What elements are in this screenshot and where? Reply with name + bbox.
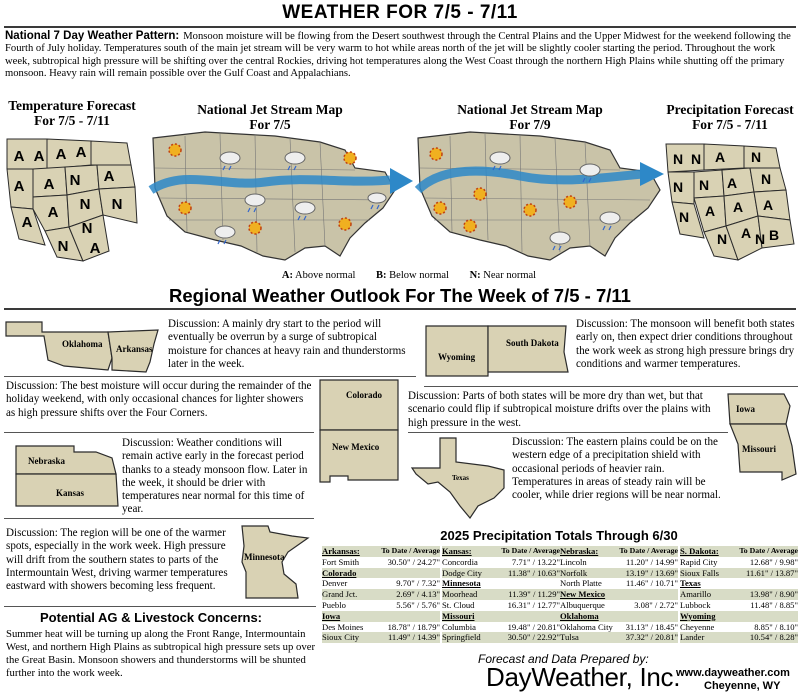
kansas-label: Kansas	[56, 488, 85, 498]
precip-city-value: 11.20" / 14.99"	[625, 556, 678, 567]
precip-city-row	[680, 589, 798, 600]
precipitation-forecast-map	[664, 140, 798, 266]
precip-city-row	[442, 632, 560, 643]
precip-city-row	[442, 622, 560, 633]
precip-forecast-region-11-letter: A	[732, 199, 744, 215]
weather-pattern-text: Monsoon moisture will be flowing from the Desert southwest through the Central Plains and the Upper Midwest for the weekend following the Fourth of July holiday. Temperatures south of the main jet stream will be very warm to hot while areas north of the jet will be slightly cooler starting the period. Throughout the work week, subtropical high pressure will be shifting over the central Rockies, driving hot temperatures along the West Coast through the northern High Plains while shutting off the primary monsoon. Heavy rain will remain possible over the Gulf Coast and Appalachians.	[5, 31, 791, 80]
temp-forecast-region-14-letter: N	[57, 238, 69, 255]
legend-below-text: Below normal	[386, 270, 449, 281]
precip-city-value: 3.08" / 2.72"	[634, 599, 678, 610]
jet-stream-7-5-title-line2: For 7/5	[249, 117, 291, 132]
precip-forecast-region-4-letter: N	[750, 149, 762, 165]
legend-above-key: A:	[281, 270, 294, 281]
temp-forecast-region-1-letter: A	[13, 148, 25, 165]
prepared-by-label: Forecast and Data Prepared by:	[478, 652, 649, 666]
temp-forecast-region-3-letter: A	[55, 146, 67, 163]
precip-city-row	[442, 568, 560, 579]
texas-map	[410, 436, 510, 520]
texas-discussion: Discussion: The eastern plains could be on the western edge of a precipitation shield with occasional periods of heavier rain. Temperatures in areas of steady rain will be cooler, while drier regions will be near normal.	[512, 436, 721, 502]
precip-city-name: Concordia	[442, 556, 478, 567]
precip-state-name: Colorado	[322, 567, 357, 578]
precip-state-name: S. Dakota:	[680, 546, 719, 556]
precip-city-row	[680, 632, 798, 643]
precip-city-name: Amarillo	[680, 589, 712, 600]
precip-city-name: Oklahoma City	[560, 621, 613, 632]
sun-icon	[564, 196, 576, 208]
precip-city-value: 9.70" / 7.32"	[396, 578, 440, 589]
precip-state-name: New Mexico	[560, 589, 606, 600]
precip-city-row	[680, 622, 798, 633]
temperature-forecast-map	[5, 135, 145, 265]
temperature-forecast-title	[2, 98, 142, 128]
precip-forecast-region-1-letter: N	[672, 151, 684, 167]
precip-state-row	[560, 589, 678, 600]
minnesota-shape	[242, 526, 308, 598]
south-dakota-label: South Dakota	[506, 338, 559, 348]
precip-city-name: Grand Jct.	[322, 589, 358, 600]
regional-rule	[4, 308, 796, 310]
precip-state-name: Missouri	[442, 610, 475, 621]
precip-city-name: Sioux City	[322, 632, 360, 643]
temp-forecast-region-4-letter: A	[75, 144, 87, 161]
precip-city-value: 30.50" / 22.92"	[507, 632, 560, 643]
ag-livestock-text: Summer heat will be turning up along the Front Range, Intermountain West, and northern High Plains as subtropical high pressure sets up over the Great Basin. Monsoon showers and thunderstorms will be shunted further into the work week.	[6, 628, 316, 679]
precip-city-name: North Platte	[560, 578, 602, 589]
precip-column-header: To Date / Average	[739, 546, 798, 555]
sun-icon	[430, 148, 442, 160]
precip-city-row	[442, 589, 560, 600]
precip-state-row	[680, 578, 798, 589]
precip-column	[442, 546, 560, 643]
nebraska-kansas-discussion: Discussion: Weather conditions will remain active early in the forecast period thanks to a steady monsoon flow. Later in the week, it should be drier with temperatures near normal for this time of year.	[122, 437, 308, 516]
precip-forecast-region-13-letter: N	[716, 231, 728, 247]
colorado-shape	[320, 380, 398, 430]
precip-forecast-region-16-letter: B	[768, 227, 780, 243]
precip-column	[680, 546, 798, 643]
sun-icon	[169, 144, 181, 156]
precip-state-row	[322, 568, 440, 579]
temp-forecast-region-15-letter: A	[89, 240, 101, 257]
precipitation-totals-title: 2025 Precipitation Totals Through 6/30	[440, 528, 678, 543]
colorado-new-mexico-map	[318, 378, 404, 486]
jet-stream-map-7-5	[145, 128, 415, 268]
precip-column	[322, 546, 440, 643]
precip-column	[560, 546, 678, 643]
precip-city-name: Tulsa	[560, 632, 579, 643]
sun-icon	[339, 218, 351, 230]
precip-city-row	[560, 557, 678, 568]
precip-city-row	[680, 600, 798, 611]
precip-forecast-region-8-letter: N	[760, 171, 772, 187]
legend-near-key: N:	[469, 270, 481, 281]
arkansas-label: Arkansas	[116, 344, 153, 354]
precip-city-name: Lincoln	[560, 556, 587, 567]
precip-state-row	[560, 546, 678, 557]
precip-city-value: 16.31" / 12.77"	[507, 599, 560, 610]
precip-city-row	[560, 578, 678, 589]
precip-city-row	[442, 557, 560, 568]
divider	[424, 386, 798, 387]
precip-city-name: Norfolk	[560, 567, 588, 578]
precip-city-name: Rapid City	[680, 556, 718, 567]
precip-city-row	[680, 557, 798, 568]
precip-city-name: Albuquerque	[560, 599, 605, 610]
texas-label: Texas	[452, 474, 469, 482]
legend-above-text: Above normal	[293, 270, 356, 281]
precip-forecast-region-7-letter: A	[726, 175, 738, 191]
precip-city-value: 11.61" / 13.87"	[745, 567, 798, 578]
weather-pattern-label: National 7 Day Weather Pattern:	[5, 30, 180, 42]
new-mexico-shape	[320, 430, 398, 482]
precip-forecast-region-12-letter: A	[762, 197, 774, 213]
precip-city-value: 30.50" / 24.27"	[387, 556, 440, 567]
precip-forecast-region-6-letter: N	[698, 177, 710, 193]
temp-forecast-region-12-letter: N	[111, 196, 123, 213]
wyoming-south-dakota-map	[424, 322, 574, 378]
precip-state-row	[680, 546, 798, 557]
temp-forecast-region-8-letter: A	[103, 168, 115, 185]
precip-city-value: 8.85" / 8.10"	[754, 621, 798, 632]
precip-city-name: Columbia	[442, 621, 476, 632]
temp-forecast-region-10-letter: A	[47, 204, 59, 221]
precip-column-header: To Date / Average	[619, 546, 678, 555]
precip-city-value: 37.32" / 20.81"	[625, 632, 678, 643]
iowa-missouri-map	[726, 390, 798, 484]
missouri-label: Missouri	[742, 444, 777, 454]
precipitation-forecast-title-line2: For 7/5 - 7/11	[692, 117, 768, 132]
temp-forecast-region-5-letter: A	[13, 178, 25, 195]
nebraska-kansas-map	[14, 444, 120, 508]
temp-forecast-region-6-letter: A	[43, 176, 55, 193]
precip-state-name: Wyoming	[680, 610, 716, 621]
precip-column-header: To Date / Average	[501, 546, 560, 555]
website-link[interactable]: www.dayweather.com	[676, 667, 790, 679]
sun-icon	[434, 202, 446, 214]
wyoming-shape	[426, 326, 488, 376]
precip-city-name: St. Cloud	[442, 599, 475, 610]
wyoming-south-dakota-discussion: Discussion: The monsoon will benefit both states early on, then expect drier conditions throughout the work week as strong high pressure brings dry conditions and warmer temperatures.	[576, 318, 795, 370]
precip-city-row	[322, 600, 440, 611]
precip-state-row	[442, 546, 560, 557]
legend-near-text: Near normal	[480, 270, 537, 281]
temp-forecast-region-13-letter: N	[81, 220, 93, 237]
title-rule	[4, 26, 796, 28]
temperature-forecast-title-line1: Temperature Forecast	[8, 98, 136, 113]
jet-stream-7-9-title-line2: For 7/9	[509, 117, 551, 132]
precip-city-value: 13.19" / 13.69"	[625, 567, 678, 578]
precip-forecast-region-3-letter: A	[714, 149, 726, 165]
precip-city-value: 12.68" / 9.98"	[749, 556, 798, 567]
precip-city-value: 5.56" / 5.76"	[396, 599, 440, 610]
divider	[4, 606, 316, 607]
precip-city-row	[322, 557, 440, 568]
precip-city-name: Springfield	[442, 632, 481, 643]
precip-state-name: Iowa	[322, 610, 341, 621]
map-legend	[0, 270, 800, 281]
precip-city-name: Sioux Falls	[680, 567, 719, 578]
precip-state-name: Minnesota	[442, 578, 481, 589]
precipitation-forecast-title	[660, 102, 800, 132]
precip-state-row	[442, 578, 560, 589]
oklahoma-arkansas-discussion: Discussion: A mainly dry start to the period will eventually be overrun by a surge of subtropical moisture for chances at heavy rain and thunderstorms later in the week.	[168, 318, 406, 370]
precip-state-row	[322, 546, 440, 557]
precip-forecast-region-15-letter: N	[754, 231, 766, 247]
precip-city-value: 11.46" / 10.71"	[625, 578, 678, 589]
precip-city-name: Des Moines	[322, 621, 364, 632]
sun-icon	[179, 202, 191, 214]
sun-icon	[249, 222, 261, 234]
precip-forecast-region-5-letter: N	[672, 179, 684, 195]
minnesota-map	[238, 522, 316, 600]
precip-city-value: 10.54" / 8.28"	[749, 632, 798, 643]
precip-city-name: Lander	[680, 632, 705, 643]
precip-city-row	[322, 589, 440, 600]
temp-forecast-region-7-letter: N	[69, 172, 81, 189]
precip-state-row	[442, 611, 560, 622]
precip-city-value: 11.38" / 10.63"	[507, 567, 560, 578]
temperature-forecast-title-line2: For 7/5 - 7/11	[34, 113, 110, 128]
oklahoma-label: Oklahoma	[62, 339, 103, 349]
divider	[4, 432, 314, 433]
precip-state-row	[322, 611, 440, 622]
regional-outlook-title: Regional Weather Outlook For The Week of 7/5 - 7/11	[169, 285, 631, 306]
company-logo-text: DayWeather, Inc.	[486, 662, 681, 692]
precip-city-name: Fort Smith	[322, 556, 360, 567]
precip-city-value: 11.48" / 8.85"	[750, 599, 798, 610]
divider	[408, 432, 728, 433]
new-mexico-label: New Mexico	[332, 442, 380, 452]
minnesota-label: Minnesota	[244, 552, 285, 562]
precip-city-value: 11.39" / 11.29"	[508, 589, 560, 600]
iowa-label: Iowa	[736, 404, 756, 414]
weather-pattern-summary	[5, 30, 797, 81]
precip-city-name: Moorhead	[442, 589, 478, 600]
precip-state-name: Kansas:	[442, 546, 472, 556]
jet-stream-map-7-9	[410, 128, 670, 268]
precip-city-name: Lubbock	[680, 599, 711, 610]
precip-city-name: Cheyenne	[680, 621, 715, 632]
precip-state-row	[560, 611, 678, 622]
legend-below-key: B:	[376, 270, 387, 281]
precip-city-value: 2.69" / 4.13"	[396, 589, 440, 600]
oklahoma-arkansas-map	[4, 318, 164, 374]
colorado-new-mexico-discussion-right: Discussion: Parts of both states will be more dry than wet, but that scenario could flip if subtropical moisture drifts over the plains with high pressure in the west.	[408, 390, 711, 429]
minnesota-discussion: Discussion: The region will be one of the warmer spots, especially in the work week. High pressure will drift from the southern states to parts of the Intermountain West, driving warmer temperatures eastward with showers becoming less frequent.	[6, 527, 228, 593]
precip-city-row	[322, 622, 440, 633]
precip-forecast-region-2-letter: N	[690, 151, 702, 167]
precip-city-name: Pueblo	[322, 599, 346, 610]
precip-city-row	[680, 568, 798, 579]
precip-state-name: Nebraska:	[560, 546, 599, 556]
jet-stream-7-5-title-line1: National Jet Stream Map	[197, 102, 343, 117]
page-title: WEATHER FOR 7/5 - 7/11	[282, 2, 518, 23]
precip-city-value: 7.71" / 13.22"	[511, 556, 560, 567]
precip-city-row	[560, 600, 678, 611]
precip-state-row	[680, 611, 798, 622]
precip-city-name: Denver	[322, 578, 348, 589]
precip-state-name: Oklahoma	[560, 610, 599, 621]
precip-city-value: 19.48" / 20.81"	[507, 621, 560, 632]
precip-forecast-region-10-letter: A	[704, 203, 716, 219]
precip-forecast-region-9-letter: N	[678, 209, 690, 225]
ag-livestock-title: Potential AG & Livestock Concerns:	[40, 610, 263, 625]
precipitation-forecast-title-line1: Precipitation Forecast	[666, 102, 794, 117]
temp-forecast-region-9-letter: A	[21, 214, 33, 231]
sun-icon	[524, 204, 536, 216]
precip-city-row	[442, 600, 560, 611]
precip-city-name: Dodge City	[442, 567, 482, 578]
precip-city-row	[560, 622, 678, 633]
divider	[4, 376, 416, 377]
south-dakota-shape	[488, 326, 568, 372]
divider	[4, 518, 314, 519]
precip-city-row	[322, 632, 440, 643]
precip-column-header: To Date / Average	[381, 546, 440, 555]
sun-icon	[464, 220, 476, 232]
precip-state-name: Texas	[680, 578, 701, 589]
temp-forecast-region-11-letter: N	[79, 196, 91, 213]
precip-city-value: 31.13" / 18.45"	[625, 621, 678, 632]
sun-icon	[474, 188, 486, 200]
precip-city-row	[322, 578, 440, 589]
precip-city-row	[560, 568, 678, 579]
sun-icon	[344, 152, 356, 164]
jet-stream-7-9-title-line1: National Jet Stream Map	[457, 102, 603, 117]
temp-forecast-region-2-letter: A	[33, 148, 45, 165]
precip-forecast-region-14-letter: A	[740, 225, 752, 241]
nebraska-label: Nebraska	[28, 456, 66, 466]
wyoming-label: Wyoming	[438, 352, 476, 362]
company-location: Cheyenne, WY	[704, 680, 781, 692]
precip-state-name: Arkansas:	[322, 546, 360, 556]
colorado-label: Colorado	[346, 390, 382, 400]
precip-city-value: 18.78" / 18.79"	[387, 621, 440, 632]
precip-city-value: 11.49" / 14.39"	[387, 632, 440, 643]
precip-city-value: 13.98" / 8.90"	[749, 589, 798, 600]
precip-city-row	[560, 632, 678, 643]
colorado-new-mexico-discussion-left: Discussion: The best moisture will occur during the remainder of the holiday weekend, with only occasional chances for lighter showers as high pressure shifts over the Four Corners.	[6, 380, 312, 419]
